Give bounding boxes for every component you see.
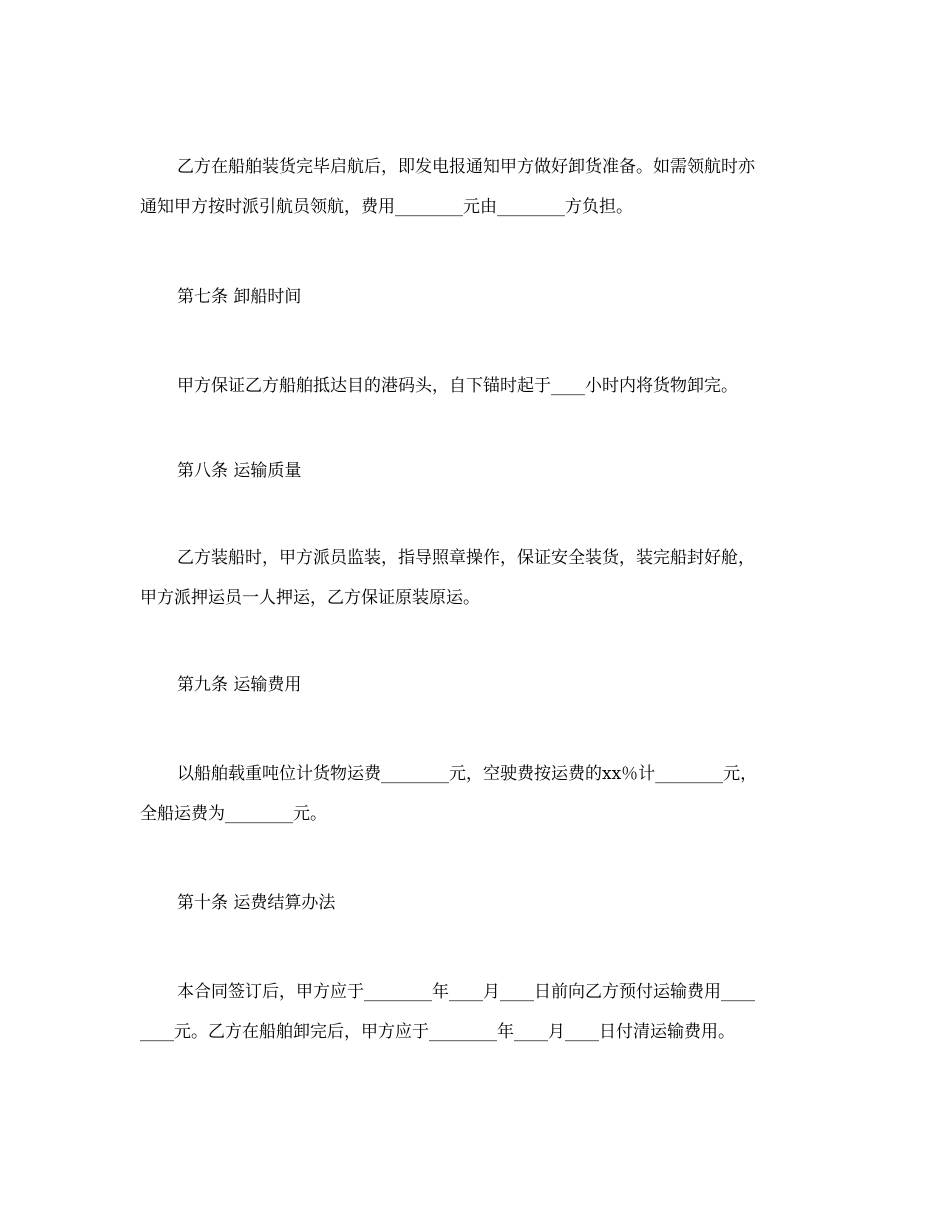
paragraph-line: 乙方装船时，甲方派员监装，指导照章操作，保证安全装货，装完船封好舱， — [177, 548, 755, 568]
section-heading: 第九条 运输费用 — [177, 675, 302, 695]
section-heading-article-8 — [140, 451, 820, 491]
paragraph-line: 乙方在船舶装货完毕启航后，即发电报通知甲方做好卸货准备。如需领航时亦 — [177, 157, 755, 177]
paragraph-pilotage — [140, 147, 820, 227]
paragraph-unloading — [140, 366, 820, 406]
section-heading-article-10 — [140, 883, 820, 923]
paragraph-line: ____元。乙方在船舶卸完后，甲方应于________年____月____日付清运输费用。 — [140, 1022, 735, 1042]
paragraph-line: 通知甲方按时派引航员领航，费用________元由________方负担。 — [140, 197, 633, 217]
section-heading-article-9 — [140, 665, 820, 705]
section-heading: 第八条 运输质量 — [177, 461, 302, 481]
paragraph-line: 全船运费为________元。 — [140, 804, 327, 824]
paragraph-settlement — [140, 972, 820, 1052]
paragraph-line: 本合同签订后，甲方应于________年____月____日前向乙方预付运输费用____ — [177, 982, 755, 1002]
section-heading-article-7 — [140, 277, 820, 317]
paragraph-line: 甲方保证乙方船舶抵达目的港码头，自下锚时起于____小时内将货物卸完。 — [177, 376, 738, 396]
paragraph-line: 以船舶载重吨位计货物运费________元，空驶费按运费的xx％计________元， — [177, 764, 758, 784]
paragraph-freight — [140, 754, 820, 834]
paragraph-line: 甲方派押运员一人押运，乙方保证原装原运。 — [140, 588, 480, 608]
paragraph-quality — [140, 538, 820, 618]
section-heading: 第七条 卸船时间 — [177, 287, 302, 307]
section-heading: 第十条 运费结算办法 — [177, 893, 336, 913]
